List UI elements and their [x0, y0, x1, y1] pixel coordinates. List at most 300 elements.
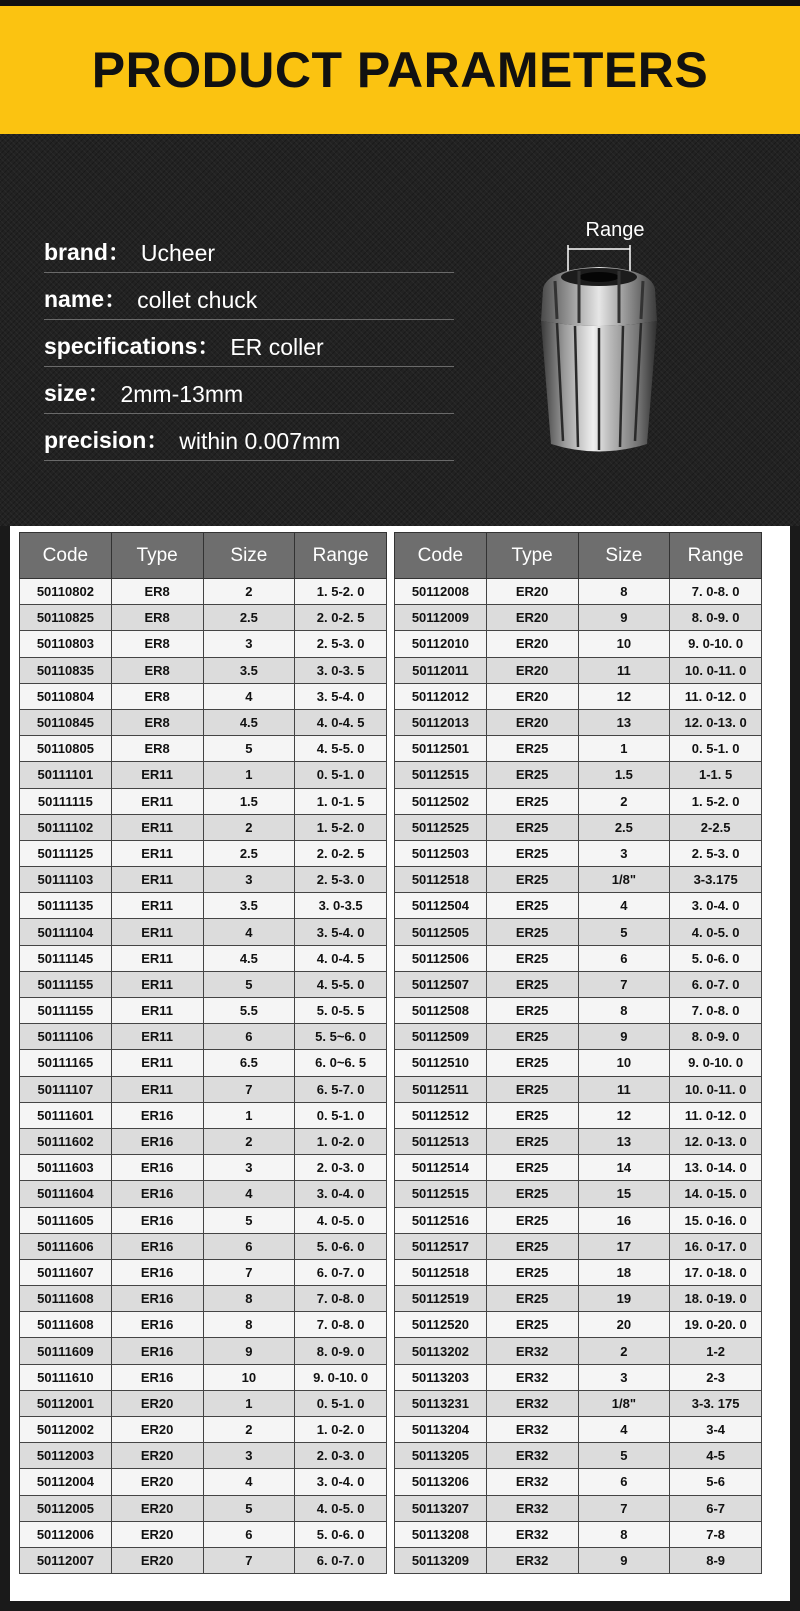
cell-size: 3.5 [203, 893, 295, 919]
cell-range: 1. 0-1. 5 [295, 788, 387, 814]
table-row [20, 762, 387, 788]
table-row [395, 1547, 762, 1573]
cell-range: 2. 0-2. 5 [295, 605, 387, 631]
cell-code: 50112012 [395, 683, 487, 709]
cell-code: 50113208 [395, 1521, 487, 1547]
cell-range: 14. 0-15. 0 [670, 1181, 762, 1207]
cell-type: ER25 [486, 1076, 578, 1102]
cell-range: 1. 5-2. 0 [295, 579, 387, 605]
collet-icon [535, 219, 700, 459]
cell-range: 13. 0-14. 0 [670, 1155, 762, 1181]
cell-size: 9 [203, 1338, 295, 1364]
cell-type: ER16 [111, 1286, 203, 1312]
table-row [395, 709, 762, 735]
cell-size: 2 [203, 579, 295, 605]
cell-code: 50112519 [395, 1286, 487, 1312]
cell-type: ER25 [486, 1128, 578, 1154]
cell-range: 10. 0-11. 0 [670, 657, 762, 683]
cell-size: 2 [203, 814, 295, 840]
table-row [20, 1155, 387, 1181]
cell-code: 50112509 [395, 1024, 487, 1050]
cell-type: ER25 [486, 998, 578, 1024]
cell-type: ER32 [486, 1390, 578, 1416]
table-row [20, 1443, 387, 1469]
cell-type: ER20 [111, 1547, 203, 1573]
cell-code: 50111125 [20, 840, 112, 866]
table-row [395, 631, 762, 657]
cell-code: 50112503 [395, 840, 487, 866]
cell-range: 16. 0-17. 0 [670, 1233, 762, 1259]
cell-size: 4 [203, 1181, 295, 1207]
cell-size: 14 [578, 1155, 670, 1181]
cell-type: ER20 [111, 1495, 203, 1521]
cell-code: 50113207 [395, 1495, 487, 1521]
cell-type: ER25 [486, 1286, 578, 1312]
table-row [20, 840, 387, 866]
cell-size: 8 [578, 998, 670, 1024]
cell-size: 7 [203, 1547, 295, 1573]
cell-type: ER20 [486, 605, 578, 631]
table-row [20, 867, 387, 893]
table-row [395, 788, 762, 814]
cell-range: 3. 0-4. 0 [670, 893, 762, 919]
table-row [395, 893, 762, 919]
cell-size: 3 [578, 1364, 670, 1390]
cell-type: ER16 [111, 1233, 203, 1259]
table-row [395, 1312, 762, 1338]
cell-code: 50111602 [20, 1128, 112, 1154]
table-row [395, 736, 762, 762]
table-row [395, 945, 762, 971]
cell-type: ER16 [111, 1207, 203, 1233]
spec-value: ER coller [230, 334, 324, 360]
cell-code: 50111155 [20, 998, 112, 1024]
spec-row-specifications [44, 320, 454, 367]
cell-range: 9. 0-10. 0 [295, 1364, 387, 1390]
table-row [395, 1128, 762, 1154]
cell-size: 13 [578, 1128, 670, 1154]
table-row [20, 1521, 387, 1547]
column-header-range: Range [670, 533, 762, 579]
table-row [395, 919, 762, 945]
cell-size: 7 [578, 971, 670, 997]
spec-row-name [44, 273, 454, 320]
spec-key: precision： [44, 427, 170, 453]
table-row [20, 814, 387, 840]
cell-size: 1/8" [578, 867, 670, 893]
cell-code: 50111603 [20, 1155, 112, 1181]
cell-size: 17 [578, 1233, 670, 1259]
cell-range: 6. 0-7. 0 [295, 1547, 387, 1573]
cell-code: 50113204 [395, 1417, 487, 1443]
table-row [395, 814, 762, 840]
cell-range: 6. 0~6. 5 [295, 1050, 387, 1076]
cell-code: 50112518 [395, 867, 487, 893]
cell-type: ER25 [486, 1024, 578, 1050]
cell-size: 7 [203, 1259, 295, 1285]
column-header-range: Range [295, 533, 387, 579]
table-row [395, 657, 762, 683]
cell-type: ER25 [486, 1207, 578, 1233]
cell-range: 1. 0-2. 0 [295, 1417, 387, 1443]
table-row [395, 1102, 762, 1128]
cell-size: 4 [578, 893, 670, 919]
table-row [395, 867, 762, 893]
cell-range: 0. 5-1. 0 [295, 1102, 387, 1128]
table-row [395, 762, 762, 788]
cell-type: ER25 [486, 1259, 578, 1285]
cell-size: 2.5 [203, 605, 295, 631]
cell-size: 1/8" [578, 1390, 670, 1416]
cell-size: 2 [203, 1128, 295, 1154]
cell-range: 1-2 [670, 1338, 762, 1364]
cell-type: ER25 [486, 840, 578, 866]
table-row [395, 1076, 762, 1102]
cell-code: 50112504 [395, 893, 487, 919]
cell-size: 5 [578, 1443, 670, 1469]
cell-size: 18 [578, 1259, 670, 1285]
parameter-table-panel [10, 526, 790, 1601]
cell-size: 1.5 [203, 788, 295, 814]
spec-key: specifications： [44, 333, 221, 359]
cell-code: 50112501 [395, 736, 487, 762]
cell-type: ER25 [486, 1155, 578, 1181]
cell-type: ER11 [111, 1076, 203, 1102]
cell-type: ER11 [111, 1024, 203, 1050]
cell-code: 50112515 [395, 762, 487, 788]
cell-type: ER25 [486, 788, 578, 814]
table-row [395, 1443, 762, 1469]
cell-code: 50111104 [20, 919, 112, 945]
cell-range: 0. 5-1. 0 [670, 736, 762, 762]
cell-code: 50110805 [20, 736, 112, 762]
table-row [395, 1364, 762, 1390]
cell-type: ER20 [111, 1443, 203, 1469]
cell-code: 50112525 [395, 814, 487, 840]
cell-code: 50110825 [20, 605, 112, 631]
cell-code: 50110804 [20, 683, 112, 709]
cell-type: ER8 [111, 657, 203, 683]
cell-type: ER16 [111, 1102, 203, 1128]
cell-type: ER11 [111, 788, 203, 814]
table-row [20, 893, 387, 919]
cell-range: 5. 0-5. 5 [295, 998, 387, 1024]
cell-code: 50112002 [20, 1417, 112, 1443]
cell-size: 4 [203, 683, 295, 709]
table-row [395, 1417, 762, 1443]
spec-section [0, 134, 800, 526]
spec-list [44, 226, 454, 461]
spec-row-brand [44, 226, 454, 273]
table-row [20, 1417, 387, 1443]
cell-size: 4 [203, 919, 295, 945]
cell-code: 50111607 [20, 1259, 112, 1285]
cell-size: 3 [203, 1155, 295, 1181]
cell-size: 5 [203, 1207, 295, 1233]
cell-size: 5 [203, 736, 295, 762]
cell-size: 4.5 [203, 945, 295, 971]
cell-type: ER16 [111, 1364, 203, 1390]
cell-type: ER32 [486, 1495, 578, 1521]
cell-size: 12 [578, 1102, 670, 1128]
cell-size: 10 [578, 631, 670, 657]
cell-range: 0. 5-1. 0 [295, 1390, 387, 1416]
cell-range: 0. 5-1. 0 [295, 762, 387, 788]
cell-size: 15 [578, 1181, 670, 1207]
cell-code: 50112513 [395, 1128, 487, 1154]
cell-type: ER11 [111, 814, 203, 840]
cell-size: 2 [578, 1338, 670, 1364]
table-row [395, 1259, 762, 1285]
cell-range: 3. 5-4. 0 [295, 683, 387, 709]
cell-range: 17. 0-18. 0 [670, 1259, 762, 1285]
table-row [20, 683, 387, 709]
cell-code: 50112003 [20, 1443, 112, 1469]
cell-size: 9 [578, 1547, 670, 1573]
cell-range: 4. 0-5. 0 [295, 1495, 387, 1521]
cell-code: 50113209 [395, 1547, 487, 1573]
spec-row-size [44, 367, 454, 414]
table-row [395, 1207, 762, 1233]
cell-code: 50112006 [20, 1521, 112, 1547]
cell-type: ER11 [111, 893, 203, 919]
cell-code: 50110845 [20, 709, 112, 735]
cell-range: 7. 0-8. 0 [295, 1312, 387, 1338]
cell-code: 50112001 [20, 1390, 112, 1416]
cell-size: 9 [578, 1024, 670, 1050]
cell-type: ER20 [486, 657, 578, 683]
cell-code: 50111106 [20, 1024, 112, 1050]
cell-code: 50111107 [20, 1076, 112, 1102]
cell-size: 1 [203, 1102, 295, 1128]
cell-code: 50110802 [20, 579, 112, 605]
cell-code: 50111101 [20, 762, 112, 788]
cell-range: 3. 5-4. 0 [295, 919, 387, 945]
table-row [20, 1181, 387, 1207]
cell-type: ER25 [486, 1312, 578, 1338]
cell-type: ER25 [486, 893, 578, 919]
page-title: PRODUCT PARAMETERS [91, 42, 709, 98]
table-row [20, 1024, 387, 1050]
cell-size: 5 [203, 1495, 295, 1521]
table-header-row [20, 533, 387, 579]
cell-code: 50112515 [395, 1181, 487, 1207]
table-row [20, 1076, 387, 1102]
cell-range: 3. 0-4. 0 [295, 1469, 387, 1495]
cell-range: 1. 5-2. 0 [295, 814, 387, 840]
table-row [395, 971, 762, 997]
cell-size: 20 [578, 1312, 670, 1338]
cell-range: 3-4 [670, 1417, 762, 1443]
table-row [20, 1495, 387, 1521]
cell-type: ER25 [486, 1233, 578, 1259]
cell-range: 3-3.175 [670, 867, 762, 893]
cell-size: 3 [203, 867, 295, 893]
cell-type: ER8 [111, 631, 203, 657]
cell-range: 5. 0-6. 0 [295, 1233, 387, 1259]
cell-size: 3 [203, 1443, 295, 1469]
cell-type: ER32 [486, 1547, 578, 1573]
table-row [20, 1469, 387, 1495]
cell-range: 4-5 [670, 1443, 762, 1469]
cell-type: ER25 [486, 1050, 578, 1076]
cell-type: ER16 [111, 1259, 203, 1285]
table-row [20, 1050, 387, 1076]
cell-size: 4.5 [203, 709, 295, 735]
cell-range: 4. 5-5. 0 [295, 971, 387, 997]
cell-range: 19. 0-20. 0 [670, 1312, 762, 1338]
cell-type: ER25 [486, 971, 578, 997]
cell-type: ER16 [111, 1128, 203, 1154]
cell-type: ER20 [486, 709, 578, 735]
cell-type: ER11 [111, 945, 203, 971]
column-header-type: Type [486, 533, 578, 579]
column-header-type: Type [111, 533, 203, 579]
table-row [20, 1233, 387, 1259]
spec-key: brand： [44, 239, 131, 265]
cell-size: 19 [578, 1286, 670, 1312]
cell-size: 2.5 [203, 840, 295, 866]
cell-range: 1-1. 5 [670, 762, 762, 788]
table-row [20, 1364, 387, 1390]
cell-size: 10 [203, 1364, 295, 1390]
cell-type: ER25 [486, 1102, 578, 1128]
table-row [395, 605, 762, 631]
cell-code: 50112502 [395, 788, 487, 814]
table-row [20, 788, 387, 814]
cell-size: 12 [578, 683, 670, 709]
cell-range: 9. 0-10. 0 [670, 1050, 762, 1076]
cell-type: ER25 [486, 762, 578, 788]
table-row [395, 1495, 762, 1521]
cell-range: 6. 0-7. 0 [295, 1259, 387, 1285]
cell-code: 50111605 [20, 1207, 112, 1233]
cell-size: 16 [578, 1207, 670, 1233]
cell-type: ER32 [486, 1443, 578, 1469]
cell-range: 7. 0-8. 0 [295, 1286, 387, 1312]
cell-type: ER25 [486, 945, 578, 971]
cell-type: ER16 [111, 1312, 203, 1338]
cell-type: ER32 [486, 1417, 578, 1443]
cell-type: ER25 [486, 736, 578, 762]
cell-code: 50110803 [20, 631, 112, 657]
table-header-row [395, 533, 762, 579]
cell-size: 5 [203, 971, 295, 997]
cell-size: 2 [578, 788, 670, 814]
cell-size: 6 [203, 1521, 295, 1547]
cell-size: 8 [203, 1286, 295, 1312]
cell-code: 50111102 [20, 814, 112, 840]
cell-code: 50112520 [395, 1312, 487, 1338]
cell-code: 50112008 [395, 579, 487, 605]
cell-type: ER11 [111, 840, 203, 866]
cell-size: 13 [578, 709, 670, 735]
cell-code: 50111610 [20, 1364, 112, 1390]
cell-size: 11 [578, 1076, 670, 1102]
cell-range: 3. 0-3.5 [295, 893, 387, 919]
cell-size: 8 [578, 579, 670, 605]
cell-range: 8-9 [670, 1547, 762, 1573]
table-row [20, 1547, 387, 1573]
table-row [20, 998, 387, 1024]
table-row [395, 683, 762, 709]
cell-type: ER25 [486, 1181, 578, 1207]
cell-code: 50112512 [395, 1102, 487, 1128]
column-header-code: Code [20, 533, 112, 579]
cell-size: 6 [203, 1233, 295, 1259]
table-row [395, 579, 762, 605]
cell-type: ER8 [111, 605, 203, 631]
cell-range: 8. 0-9. 0 [670, 605, 762, 631]
column-header-size: Size [578, 533, 670, 579]
cell-range: 8. 0-9. 0 [295, 1338, 387, 1364]
cell-code: 50112007 [20, 1547, 112, 1573]
cell-code: 50112506 [395, 945, 487, 971]
cell-type: ER25 [486, 919, 578, 945]
cell-size: 2.5 [578, 814, 670, 840]
table-row [20, 1286, 387, 1312]
cell-code: 50112510 [395, 1050, 487, 1076]
cell-range: 5. 0-6. 0 [670, 945, 762, 971]
cell-range: 3-3. 175 [670, 1390, 762, 1416]
cell-range: 2. 0-2. 5 [295, 840, 387, 866]
table-row [20, 709, 387, 735]
spec-value: within 0.007mm [179, 428, 341, 454]
cell-size: 10 [578, 1050, 670, 1076]
cell-range: 6. 5-7. 0 [295, 1076, 387, 1102]
cell-size: 6.5 [203, 1050, 295, 1076]
table-row [20, 579, 387, 605]
cell-code: 50113231 [395, 1390, 487, 1416]
spec-value: collet chuck [137, 287, 258, 313]
cell-type: ER20 [486, 683, 578, 709]
table-row [395, 840, 762, 866]
cell-code: 50111601 [20, 1102, 112, 1128]
cell-code: 50111606 [20, 1233, 112, 1259]
cell-size: 1 [203, 762, 295, 788]
cell-code: 50112507 [395, 971, 487, 997]
table-row [20, 971, 387, 997]
cell-code: 50112514 [395, 1155, 487, 1181]
cell-range: 12. 0-13. 0 [670, 709, 762, 735]
cell-code: 50111155 [20, 971, 112, 997]
cell-code: 50112011 [395, 657, 487, 683]
cell-code: 50113206 [395, 1469, 487, 1495]
cell-range: 11. 0-12. 0 [670, 1102, 762, 1128]
cell-size: 11 [578, 657, 670, 683]
cell-size: 6 [203, 1024, 295, 1050]
cell-code: 50111604 [20, 1181, 112, 1207]
table-row [395, 1155, 762, 1181]
cell-range: 4. 0-4. 5 [295, 709, 387, 735]
cell-code: 50110835 [20, 657, 112, 683]
table-row [395, 1469, 762, 1495]
cell-size: 4 [578, 1417, 670, 1443]
cell-type: ER16 [111, 1338, 203, 1364]
cell-size: 1 [203, 1390, 295, 1416]
cell-type: ER20 [111, 1390, 203, 1416]
cell-range: 1. 5-2. 0 [670, 788, 762, 814]
cell-range: 2. 0-3. 0 [295, 1443, 387, 1469]
cell-range: 1. 0-2. 0 [295, 1128, 387, 1154]
table-row [20, 631, 387, 657]
table-row [395, 1338, 762, 1364]
cell-size: 1.5 [578, 762, 670, 788]
table-row [20, 919, 387, 945]
cell-range: 4. 5-5. 0 [295, 736, 387, 762]
cell-type: ER11 [111, 919, 203, 945]
parameter-table-right [394, 532, 762, 1574]
